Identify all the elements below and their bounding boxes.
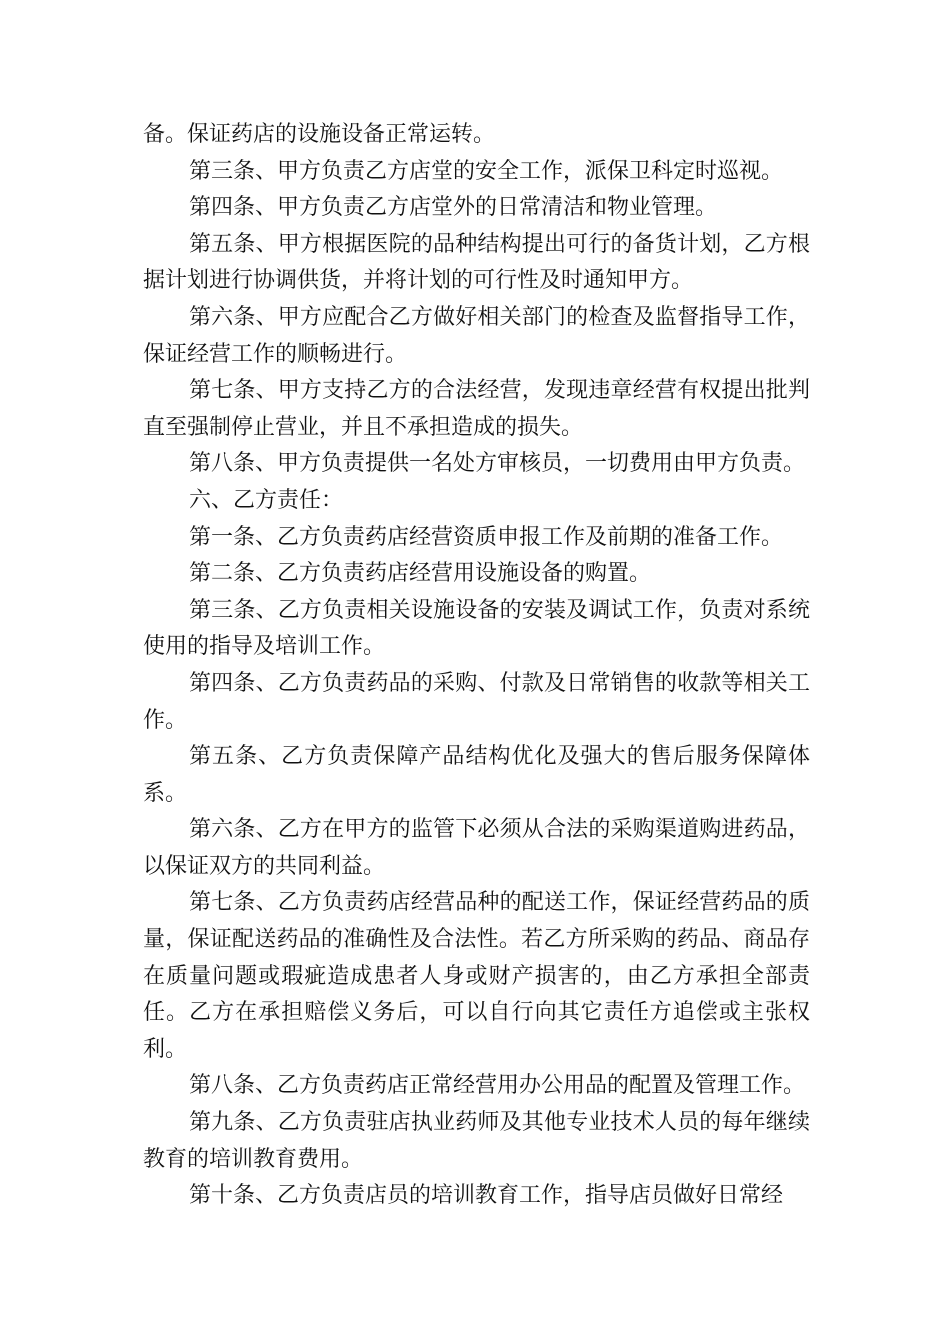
paragraph-party-a-article-5: 第五条、甲方根据医院的品种结构提出可行的备货计划，乙方根据计划进行协调供货，并将计划的可行性及时通知甲方。 bbox=[143, 231, 810, 294]
paragraph-party-b-article-9: 第九条、乙方负责驻店执业药师及其他专业技术人员的每年继续教育的培训教育费用。 bbox=[143, 1110, 810, 1172]
paragraph-party-b-article-5: 第五条、乙方负责保障产品结构优化及强大的售后服务保障体系。 bbox=[143, 744, 810, 806]
paragraph-party-b-article-7: 第七条、乙方负责药店经营品种的配送工作，保证经营药品的质量，保证配送药品的准确性及合法性。若乙方所采购的药品、商品存在质量问题或瑕疵造成患者人身或财产损害的，由乙方承担全部责任。乙方在承担赔偿义务后，可以自行向其它责任方追偿或主张权利。 bbox=[143, 890, 810, 1062]
paragraph-party-b-article-1: 第一条、乙方负责药店经营资质申报工作及前期的准备工作。 bbox=[189, 524, 784, 550]
paragraph-continuation: 备。保证药店的设施设备正常运转。 bbox=[143, 122, 496, 147]
paragraph-party-b-article-8: 第八条、乙方负责药店正常经营用办公用品的配置及管理工作。 bbox=[189, 1073, 806, 1099]
paragraph-party-b-article-10: 第十条、乙方负责店员的培训教育工作，指导店员做好日常经 bbox=[189, 1183, 784, 1209]
paragraph-party-b-article-2: 第二条、乙方负责药店经营用设施设备的购置。 bbox=[189, 561, 652, 587]
section-heading-party-b: 六、乙方责任： bbox=[189, 487, 344, 513]
paragraph-party-a-article-8: 第八条、甲方负责提供一名处方审核员，一切费用由甲方负责。 bbox=[189, 451, 806, 477]
paragraph-party-b-article-3: 第三条、乙方负责相关设施设备的安装及调试工作，负责对系统使用的指导及培训工作。 bbox=[143, 597, 810, 660]
paragraph-party-a-article-7: 第七条、甲方支持乙方的合法经营，发现违章经营有权提出批判直至强制停止营业，并且不承担造成的损失。 bbox=[143, 378, 810, 440]
paragraph-party-a-article-3: 第三条、甲方负责乙方店堂的安全工作，派保卫科定时巡视。 bbox=[189, 158, 784, 184]
paragraph-party-a-article-4: 第四条、甲方负责乙方店堂外的日常清洁和物业管理。 bbox=[189, 195, 718, 221]
paragraph-party-a-article-6: 第六条、甲方应配合乙方做好相关部门的检查及监督指导工作，保证经营工作的顺畅进行。 bbox=[143, 304, 810, 367]
paragraph-party-b-article-6: 第六条、乙方在甲方的监管下必须从合法的采购渠道购进药品，以保证双方的共同利益。 bbox=[143, 817, 810, 879]
paragraph-party-b-article-4: 第四条、乙方负责药品的采购、付款及日常销售的收款等相关工作。 bbox=[143, 670, 810, 733]
